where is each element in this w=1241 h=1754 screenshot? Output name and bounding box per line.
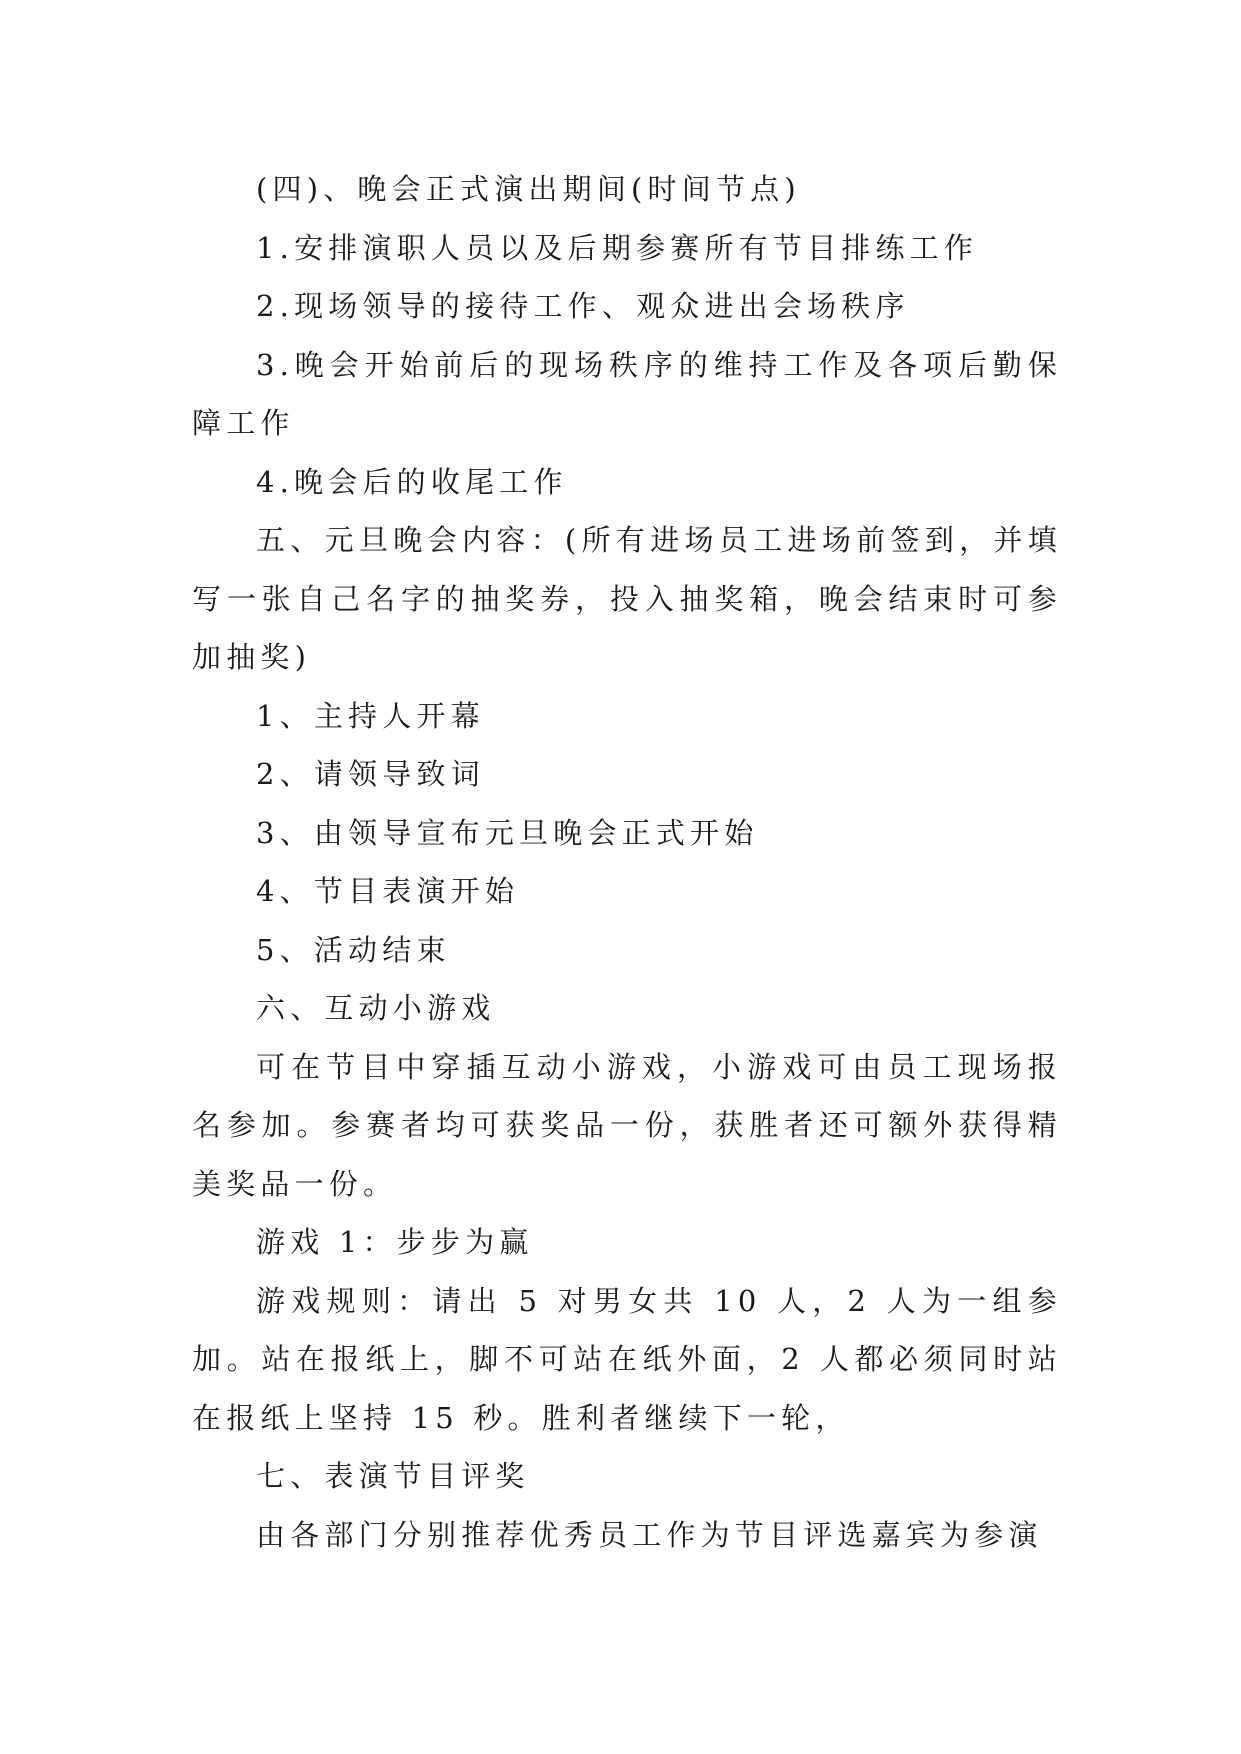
- body-paragraph: 可在节目中穿插互动小游戏，小游戏可由员工现场报名参加。参赛者均可获奖品一份，获胜者还可额外获得精美奖品一份。: [192, 1049, 1062, 1201]
- section-heading-4: (四)、晚会正式演出期间(时间节点): [256, 172, 801, 206]
- list-item: 1、主持人开幕: [256, 698, 485, 733]
- section-heading-6: 六、互动小游戏: [256, 991, 496, 1025]
- body-paragraph: 由各部门分别推荐优秀员工作为节目评选嘉宾为参演: [256, 1517, 1043, 1552]
- document-page: [192, 160, 1062, 1564]
- list-item: 3.晚会开始前后的现场秩序的维持工作及各项后勤保障工作: [192, 347, 1062, 440]
- section-heading-7: 七、表演节目评奖: [256, 1459, 530, 1493]
- list-item: 2.现场领导的接待工作、观众进出会场秩序: [256, 289, 910, 323]
- list-item: 4、节目表演开始: [256, 874, 520, 908]
- section-heading-5: 五、元旦晚会内容：(所有进场员工进场前签到，并填写一张自己名字的抽奖券，投入抽奖箱，晚会结束时可参加抽奖): [192, 523, 1062, 674]
- list-item: 3、由领导宣布元旦晚会正式开始: [256, 815, 759, 850]
- list-item: 2、请领导致词: [256, 757, 485, 791]
- list-item: 4.晚会后的收尾工作: [256, 464, 568, 499]
- list-item: 5、活动结束: [256, 932, 451, 967]
- game-title: 游戏 1：步步为赢: [256, 1225, 534, 1259]
- list-item: 1.安排演职人员以及后期参赛所有节目排练工作: [256, 230, 979, 265]
- game-rules: 游戏规则：请出 5 对男女共 10 人，2 人为一组参加。站在报纸上，脚不可站在纸外面，2 人都必须同时站在报纸上坚持 15 秒。胜利者继续下一轮，: [192, 1283, 1062, 1435]
